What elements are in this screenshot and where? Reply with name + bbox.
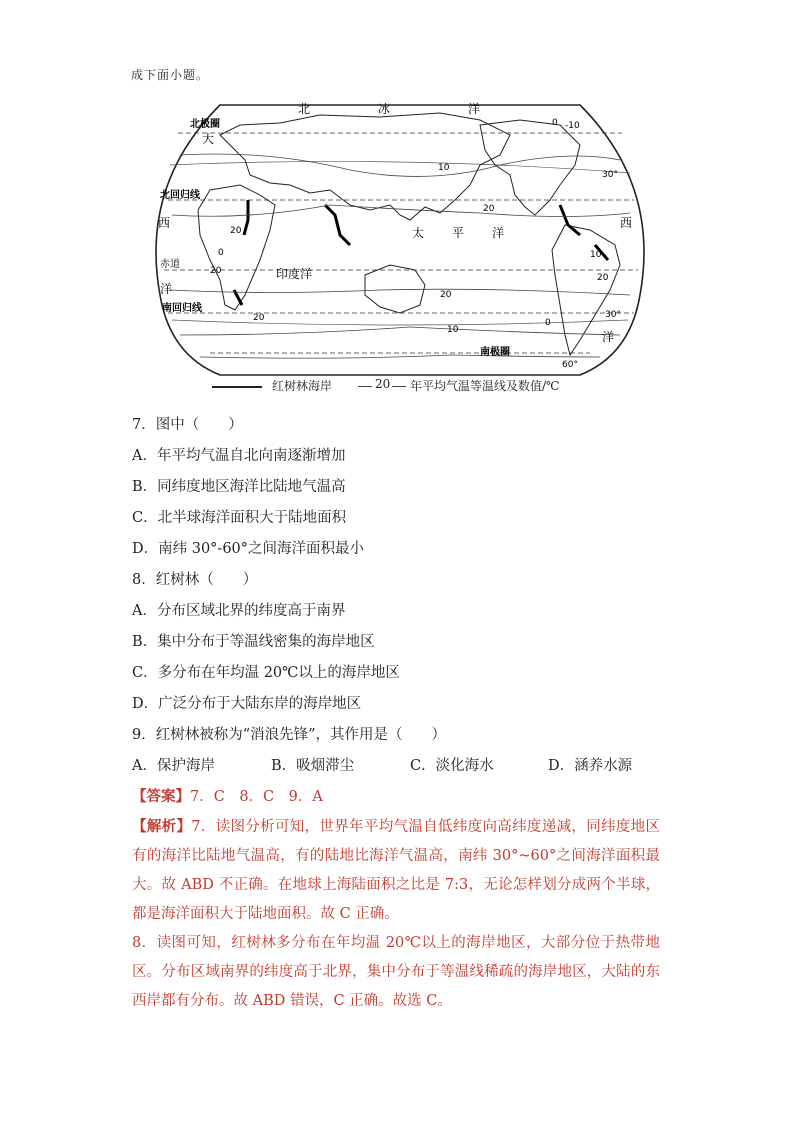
label-tropic-capricorn: 南回归线: [162, 303, 202, 314]
label-iso-20f: 20: [210, 266, 222, 276]
label-lat-30s: 30°: [605, 310, 621, 320]
label-tropic-cancer: 北回归线: [160, 190, 200, 201]
label-iso-n10: -10: [565, 121, 580, 131]
question-9-option-d: D．涵养水源: [548, 758, 633, 774]
legend-iso-line-right: [392, 386, 406, 387]
question-9-option-a: A．保护海岸: [132, 758, 215, 774]
question-7-option-d: D．南纬 30°-60°之间海洋面积最小: [132, 541, 365, 557]
question-9-option-b: B．吸烟滞尘: [271, 758, 355, 774]
label-pacific-1: 太: [412, 226, 425, 240]
question-9-options: [132, 754, 652, 774]
label-iso-20b: 20: [230, 226, 242, 236]
legend-mangrove-label: 红树林海岸: [272, 379, 333, 393]
label-equator: 赤道: [160, 259, 180, 270]
label-iso-0a: 0: [552, 118, 558, 128]
label-atlantic-right-2: 洋: [602, 330, 615, 344]
legend-mangrove-line: [212, 386, 262, 388]
label-atlantic-left-1: 大: [202, 132, 215, 146]
label-iso-10a: 10: [438, 163, 450, 173]
label-pacific-3: 洋: [492, 226, 505, 240]
label-iso-20a: 20: [483, 204, 495, 214]
label-iso-20e: 20: [597, 273, 609, 283]
map-svg: [150, 95, 650, 395]
label-atlantic-right-1: 西: [620, 216, 633, 230]
question-7-stem: 7．图中（ ）: [132, 417, 243, 433]
analysis-label: 【解析】: [132, 818, 192, 835]
label-atlantic-left-2: 西: [158, 216, 171, 230]
legend-iso-line-left: [358, 386, 372, 387]
label-iso-20d: 20: [440, 290, 452, 300]
label-iso-0c: 0: [545, 318, 551, 328]
question-8-stem: 8．红树林（ ）: [132, 572, 258, 588]
question-8-option-b: B．集中分布于等温线密集的海岸地区: [132, 634, 375, 650]
question-9-stem: 9．红树林被称为“消浪先锋”，其作用是（ ）: [132, 727, 447, 743]
question-9-option-c: C．淡化海水: [410, 758, 494, 774]
question-7-option-a: A．年平均气温自北向南逐渐增加: [132, 448, 346, 464]
label-atlantic-left-3: 洋: [160, 282, 173, 296]
question-7-option-c: C．北半球海洋面积大于陆地面积: [132, 510, 347, 526]
legend-iso-desc: 年平均气温等温线及数值/℃: [410, 379, 560, 393]
world-isotherm-map: [150, 95, 650, 395]
label-pacific-2: 平: [452, 226, 465, 240]
analysis-paragraph-1: [132, 812, 660, 929]
label-iso-0b: 0: [218, 248, 224, 258]
answer-text: 7．C 8．C 9．A: [190, 789, 323, 805]
label-north-ice-2: 冰: [378, 102, 391, 116]
label-north-ice-3: 洋: [468, 102, 481, 116]
answer-label: 【答案】: [132, 788, 190, 805]
analysis-p1-text: 7．读图分析可知，世界年平均气温自低纬度向高纬度递减，同纬度地区有的海洋比陆地气温高，有的陆地比海洋气温高，南纬 30°~60°之间海洋面积最大。故 ABD 不正确。在地球上海陆面积之比是 7:3，无论怎样划分成两个半球，都是海洋面积大于陆地面积。故 C 正确。: [132, 819, 660, 922]
map-legend: [208, 377, 648, 395]
analysis-paragraph-2: 8．读图可知，红树林多分布在年均温 20℃以上的海岸地区，大部分位于热带地区。分布区域南界的纬度高于北界，集中分布于等温线稀疏的海岸地区，大陆的东西岸都有分布。故 ABD 错误，C 正确。故选 C。: [132, 935, 660, 1009]
legend-iso-value: 20: [375, 377, 391, 391]
label-lat-60s: 60°: [562, 360, 578, 370]
label-iso-10b: 10: [447, 325, 459, 335]
intro-text: 成下面小题。: [131, 68, 210, 82]
label-indian-ocean: 印度洋: [276, 267, 313, 281]
label-arctic-circle: 北极圈: [190, 119, 220, 130]
answer-line: [132, 785, 323, 806]
analysis-block: [132, 812, 660, 1016]
label-lat-30n: 30°: [602, 170, 618, 180]
question-8-option-c: C．多分布在年均温 20℃以上的海岸地区: [132, 665, 400, 681]
question-8-option-d: D．广泛分布于大陆东岸的海岸地区: [132, 696, 362, 712]
label-iso-20c: 20: [253, 313, 265, 323]
label-north-ice-1: 北: [298, 102, 311, 116]
label-antarctic-circle: 南极圈: [480, 347, 510, 358]
question-7-option-b: B．同纬度地区海洋比陆地气温高: [132, 479, 346, 495]
label-iso-10c: 10: [590, 250, 602, 260]
question-8-option-a: A．分布区域北界的纬度高于南界: [132, 603, 346, 619]
